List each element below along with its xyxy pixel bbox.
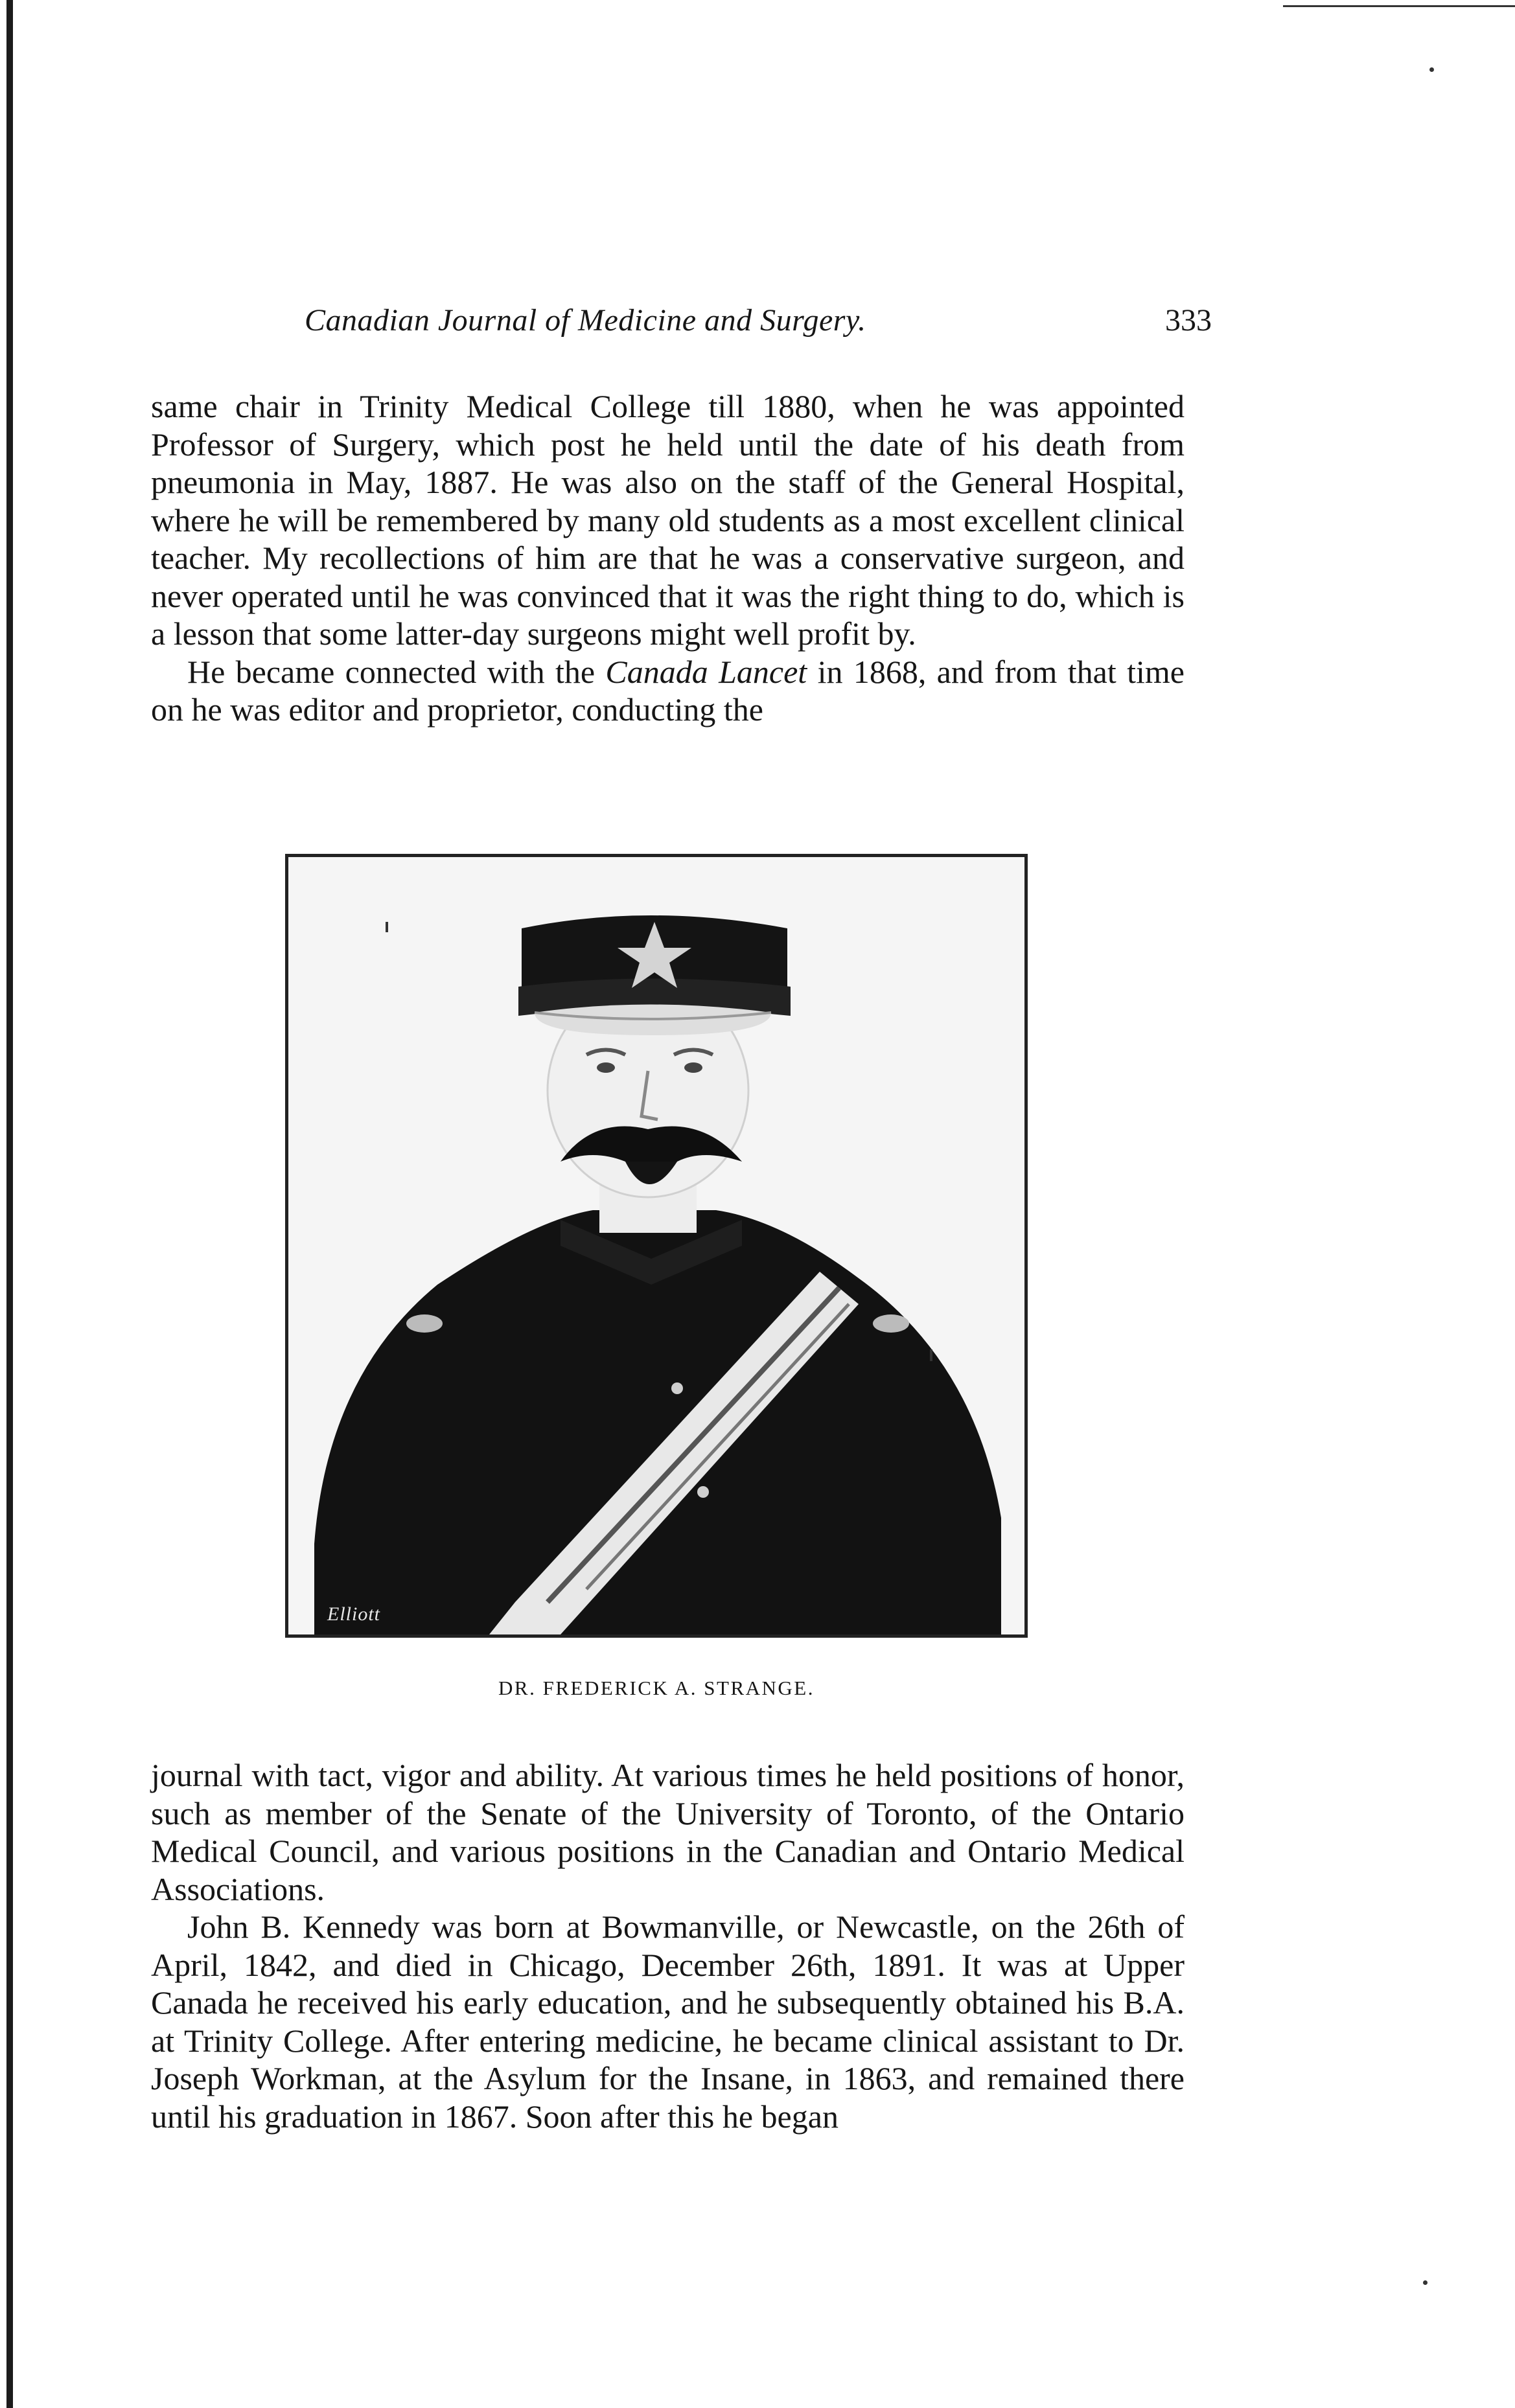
paragraph-text: He became connected with the (187, 653, 606, 690)
paragraph: same chair in Trinity Medical College till 1880, when he was appointed Professor of Surgery, which post he held until the date of his death from pneumonia in May, 1887. He was also on the staff of the General Hospital, where he will be remembered by many old students as a most excellent clinical teacher. My recollections of him are that he was a conservative surgeon, and never operated until he was convinced that it was the right thing to do, which is a lesson that some latter-day surgeons might well profit by. (151, 388, 1185, 652)
running-title: Canadian Journal of Medicine and Surgery. (305, 303, 866, 338)
paragraph (151, 653, 1185, 729)
photographer-signature: Elliott (327, 1603, 380, 1625)
text-block-bottom (151, 1756, 1185, 2135)
scan-left-border (6, 0, 13, 2408)
scan-speck (1429, 67, 1434, 72)
portrait-figure (285, 854, 1028, 1638)
page-number: 333 (1165, 303, 1212, 338)
journal-title: Canada Lancet (605, 653, 807, 690)
portrait-photo (288, 857, 1024, 1634)
text-block-top (151, 387, 1185, 729)
scan-speck (1423, 2280, 1428, 2285)
paragraph: John B. Kennedy was born at Bowmanville, or Newcastle, on the 26th of April, 1842, and died in Chicago, December 26th, 1891. It was at Upper Canada he received his early education, and he subsequently obtained his B.A. at Trinity College. After entering medicine, he became clinical assistant to Dr. Joseph Workman, at the Asylum for the Insane, in 1863, and remained there until his graduation in 1867. Soon after this he began (151, 1909, 1185, 2135)
paragraph: journal with tact, vigor and ability. At various times he held positions of honor, such as member of the Senate of the University of Toronto, of the Ontario Medical Council, and various positions in the Canadian and Ontario Medical Associations. (151, 1757, 1185, 1907)
figure-caption: DR. FREDERICK A. STRANGE. (498, 1677, 815, 1699)
page-header (305, 298, 1212, 343)
paragraph-text: in 1868, and from that time on he was editor and proprietor, conducting the (151, 653, 1185, 728)
scan-top-rule (1283, 5, 1515, 7)
